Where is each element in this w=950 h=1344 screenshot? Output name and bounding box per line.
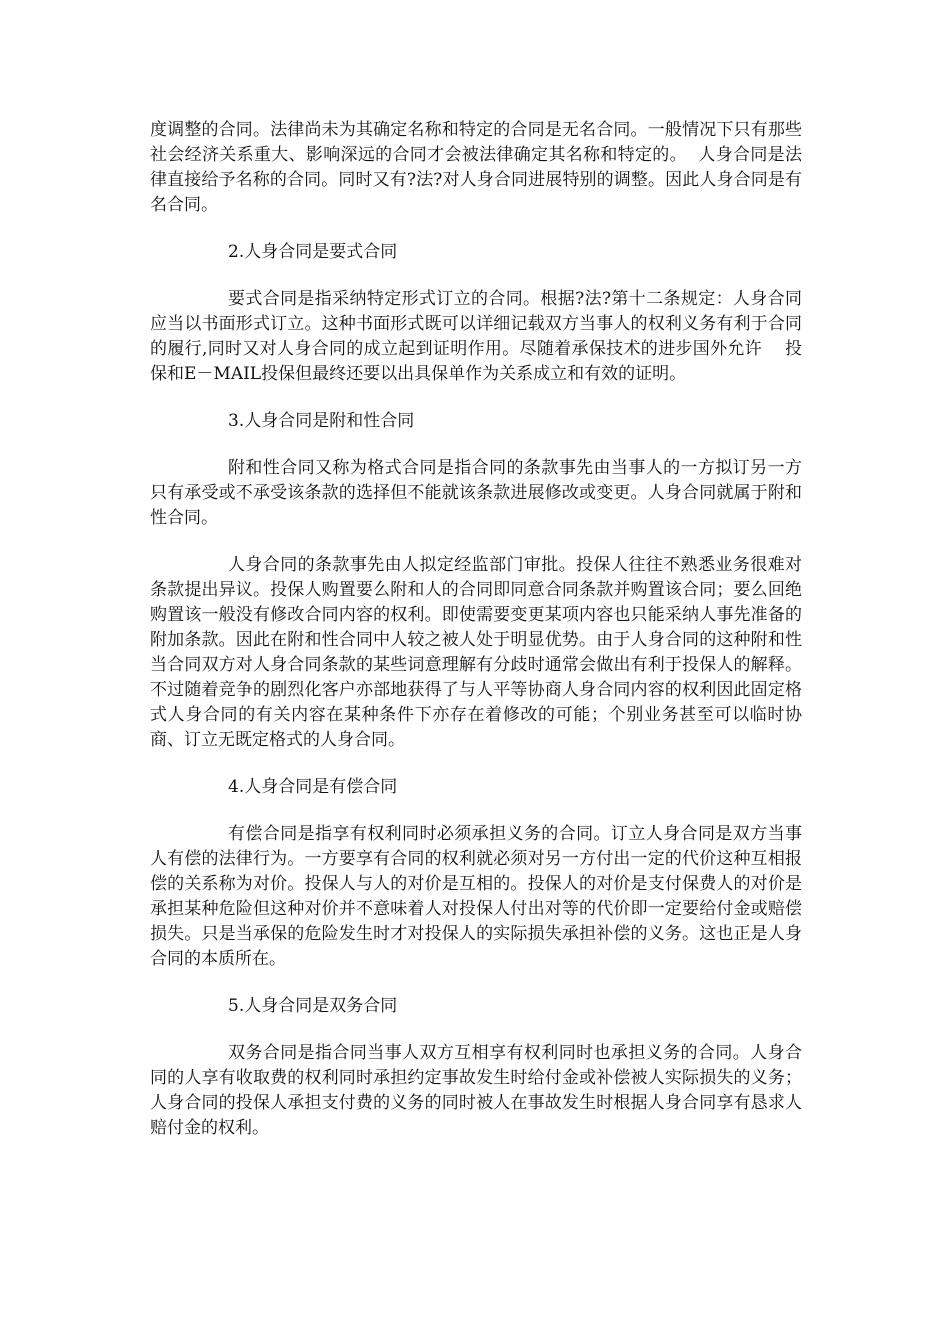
document-page [150,118,802,1163]
section-heading-3: 3.人身合同是附和性合同 [228,411,415,431]
section-heading-2: 2.人身合同是要式合同 [228,242,398,262]
paragraph-2: 要式合同是指采纳特定形式订立的合同。根据?法?第十二条规定：人身合同应当以书面形式订立。这种书面形式既可以详细记载双方当事人的权利义务有利于合同的履行,同时又对人身合同的成立起到证明作用。尽随着承保技术的进步国外允许 投保和E－MAIL投保但最终还要以出具保单作为关系成立和有效的证明。 [150,289,802,384]
paragraph-1: 度调整的合同。法律尚未为其确定名称和特定的合同是无名合同。一般情况下只有那些社会经济关系重大、影响深远的合同才会被法律确定其名称和特定的。 人身合同是法律直接给予名称的合同。同时又有?法?对人身合同进展特别的调整。因此人身合同是有名合同。 [150,120,802,215]
section-heading-5: 5.人身合同是双务合同 [228,996,398,1016]
paragraph-6: 双务合同是指合同当事人双方互相享有权利同时也承担义务的合同。人身合同的人享有收取费的权利同时承担约定事故发生时给付金或补偿被人实际损失的义务；人身合同的投保人承担支付费的义务的同时被人在事故发生时根据人身合同享有恳求人赔付金的权利。 [150,1043,802,1138]
paragraph-5: 有偿合同是指享有权利同时必须承担义务的合同。订立人身合同是双方当事人有偿的法律行为。一方要享有合同的权利就必须对另一方付出一定的代价这种互相报偿的关系称为对价。投保人与人的对价是互相的。投保人的对价是支付保费人的对价是承担某种危险但这种对价并不意味着人对投保人付出对等的代价即一定要给付金或赔偿损失。只是当承保的危险发生时才对投保人的实际损失承担补偿的义务。这也正是人身合同的本质所在。 [150,824,802,969]
paragraph-3: 附和性合同又称为格式合同是指合同的条款事先由当事人的一方拟订另一方只有承受或不承受该条款的选择但不能就该条款进展修改或变更。人身合同就属于附和性合同。 [150,458,802,528]
paragraph-4: 人身合同的条款事先由人拟定经监部门审批。投保人往往不熟悉业务很难对条款提出异议。投保人购置要么附和人的合同即同意合同条款并购置该合同；要么回绝购置该一般没有修改合同内容的权利。即使需要变更某项内容也只能采纳人事先准备的附加条款。因此在附和性合同中人较之被人处于明显优势。由于人身合同的这种附和性当合同双方对人身合同条款的某些词意理解有分歧时通常会做出有利于投保人的解释。不过随着竞争的剧烈化客户亦部地获得了与人平等协商人身合同内容的权利因此固定格式人身合同的有关内容在某种条件下亦存在着修改的可能；个别业务甚至可以临时协商、订立无既定格式的人身合同。 [150,555,802,750]
section-heading-4: 4.人身合同是有偿合同 [228,777,398,797]
